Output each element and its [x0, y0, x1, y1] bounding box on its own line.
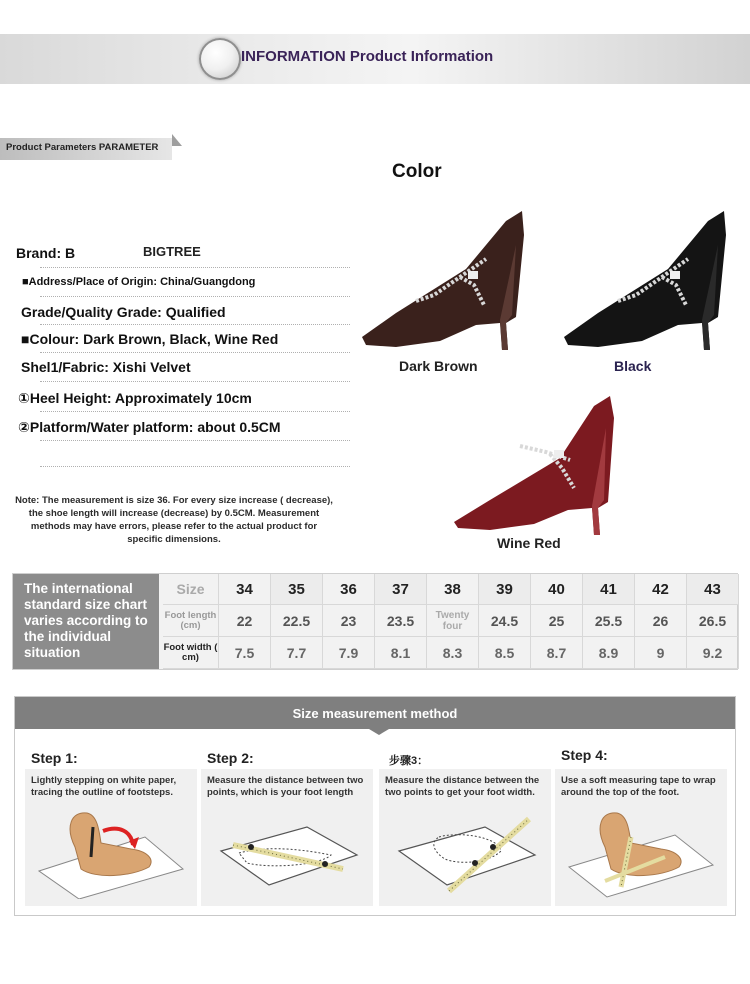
size-chart-grid [163, 574, 739, 669]
step-2-card [201, 769, 373, 906]
foot-width-cell: 7.5 [219, 637, 271, 669]
method-title-band [15, 697, 735, 729]
size-cell: 41 [583, 574, 635, 605]
size-cell: 43 [687, 574, 739, 605]
parameter-tag [0, 134, 182, 160]
param-origin: ■Address/Place of Origin: China/Guangdong [22, 276, 256, 288]
shoe-wine-red-image [450, 392, 632, 535]
step-2-title: Step 2: [207, 750, 254, 766]
header-banner [0, 34, 750, 84]
foot-length-cell: 22 [219, 605, 271, 637]
foot-width-cell: 8.9 [583, 637, 635, 669]
shoe-dark-brown-image [356, 205, 532, 350]
size-measurement-method [14, 696, 736, 916]
param-platform: ②Platform/Water platform: about 0.5CM [18, 419, 281, 435]
size-cell: 35 [271, 574, 323, 605]
size-header: Size [163, 574, 219, 605]
step-3-description: Measure the distance between the two points to get your foot width. [385, 775, 540, 798]
size-chart-intro-panel [13, 574, 159, 669]
param-colour: ■Colour: Dark Brown, Black, Wine Red [21, 331, 279, 347]
method-title: Size measurement method [292, 706, 458, 721]
foot-length-header: Foot length (cm) [163, 605, 219, 637]
step-3-width-measure-icon [389, 807, 539, 899]
size-chart [12, 573, 738, 670]
param-heel-height: ①Heel Height: Approximately 10cm [18, 390, 252, 406]
step-1-description: Lightly stepping on white paper, tracing the outline of footsteps. [31, 775, 177, 798]
step-2-description: Measure the distance between two points, which is your foot length [207, 775, 364, 798]
foot-length-cell: Twenty four [427, 605, 479, 637]
step-3-card [379, 769, 551, 906]
step-2-length-measure-icon [211, 807, 361, 899]
color-label-black: Black [614, 358, 652, 374]
step-1-card [25, 769, 197, 906]
brand-name: BIGTREE [143, 244, 201, 259]
size-cell: 34 [219, 574, 271, 605]
step-1-title: Step 1: [31, 750, 78, 766]
size-cell: 42 [635, 574, 687, 605]
size-chart-intro: The international standard size chart varies according to the individual situation [24, 581, 148, 660]
step-4-tape-wrap-icon [565, 807, 715, 899]
step-4-card [555, 769, 727, 906]
foot-width-cell: 9.2 [687, 637, 739, 669]
size-cell: 39 [479, 574, 531, 605]
parameter-tag-label: Product Parameters PARAMETER [6, 142, 159, 153]
foot-length-cell: 24.5 [479, 605, 531, 637]
foot-length-cell: 25.5 [583, 605, 635, 637]
measurement-note: Note: The measurement is size 36. For every size increase ( decrease), the shoe length will increase (decrease) by 0.5CM. Measurement methods may have errors, please refer to the actual product for specific dimensions. [15, 495, 333, 545]
color-title: Color [392, 161, 442, 182]
step-4-description: Use a soft measuring tape to wrap around the top of the foot. [561, 775, 716, 798]
foot-width-header: Foot width ( cm) [163, 637, 219, 669]
foot-length-cell: 23.5 [375, 605, 427, 637]
param-fabric: Shel1/Fabric: Xishi Velvet [21, 359, 191, 375]
step-4-title: Step 4: [561, 747, 608, 763]
size-cell: 38 [427, 574, 479, 605]
header-disc-icon [199, 38, 241, 80]
foot-width-cell: 8.7 [531, 637, 583, 669]
step-3-title: 步骤3： [389, 755, 429, 767]
foot-length-cell: 26.5 [687, 605, 739, 637]
step-1-foot-tracing-icon [35, 807, 185, 899]
size-cell: 36 [323, 574, 375, 605]
shoe-black-image [558, 205, 734, 350]
foot-width-cell: 8.3 [427, 637, 479, 669]
foot-length-cell: 25 [531, 605, 583, 637]
foot-length-cell: 22.5 [271, 605, 323, 637]
color-label-dark-brown: Dark Brown [399, 358, 478, 374]
parameter-tag-fold [172, 134, 182, 146]
color-label-wine-red: Wine Red [497, 535, 561, 551]
foot-width-cell: 9 [635, 637, 687, 669]
foot-length-cell: 26 [635, 605, 687, 637]
foot-width-cell: 7.7 [271, 637, 323, 669]
size-cell: 37 [375, 574, 427, 605]
foot-width-cell: 8.5 [479, 637, 531, 669]
size-cell: 40 [531, 574, 583, 605]
method-title-notch [369, 729, 389, 735]
foot-length-cell: 23 [323, 605, 375, 637]
header-title: INFORMATION Product Information [241, 48, 494, 65]
foot-width-cell: 7.9 [323, 637, 375, 669]
param-grade: Grade/Quality Grade: Qualified [21, 304, 226, 320]
brand-label: Brand: B [16, 245, 76, 261]
foot-width-cell: 8.1 [375, 637, 427, 669]
